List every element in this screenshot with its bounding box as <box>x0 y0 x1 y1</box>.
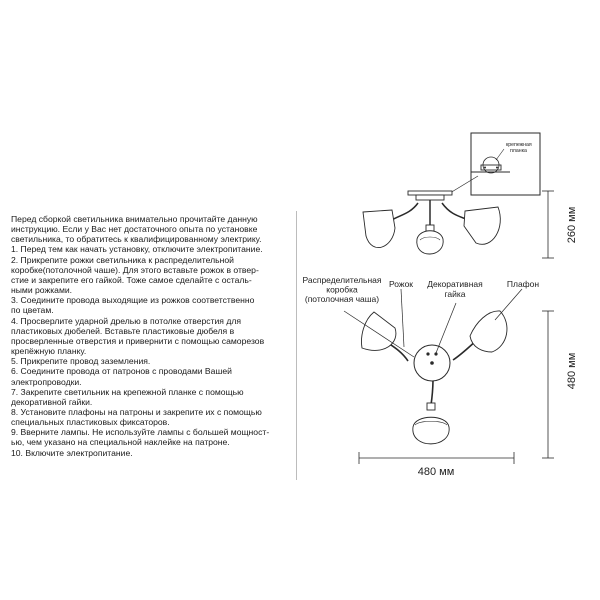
instruction-line: по цветам. <box>11 305 54 316</box>
side-shade-left <box>363 210 395 248</box>
front-shade-left <box>362 312 396 350</box>
instruction-line: Перед сборкой светильника внимательно прочитайте данную <box>11 214 258 224</box>
instruction-line: 8. Установите плафоны на патроны и закрепите их с помощью <box>11 406 262 417</box>
mounting-bracket-inset <box>471 133 540 195</box>
inset-label-line2: планка <box>510 148 527 154</box>
leader-shade <box>495 289 522 320</box>
instruction-line: крепёжную планку. <box>11 346 87 357</box>
front-canopy-center <box>430 361 434 365</box>
instruction-line: ью, чем указано на специальной наклейке на патроне. <box>11 437 230 448</box>
front-socket-bottom <box>427 403 435 410</box>
side-arm-left <box>392 203 418 220</box>
instruction-line: 3. Соедините провода выходящие из рожков соответственно <box>11 295 255 306</box>
front-arm-bottom <box>431 379 433 405</box>
side-arm-right <box>442 203 466 219</box>
front-height-dimension <box>542 311 578 458</box>
label-box-line1: Распределительная <box>302 275 382 285</box>
instruction-line: коробке(потолочной чаше). Для этого вставьте рожок в отвер- <box>11 264 259 275</box>
side-socket-center <box>426 225 434 231</box>
leader-arm <box>401 289 404 347</box>
instruction-line: электропроводки. <box>11 376 82 387</box>
callout-labels <box>302 275 539 304</box>
instruction-line: просверленные отверстия и привернити с помощью саморезов <box>11 335 265 346</box>
instruction-line: инструкцию. Если у Вас нет достаточного опыта по установке <box>11 224 258 235</box>
chandelier-front-view <box>362 311 507 444</box>
front-height-label: 480 мм <box>566 352 578 390</box>
label-nut-line2: гайка <box>444 289 466 299</box>
instruction-line: 9. Вверните лампы. Не используйте лампы с большей мощност- <box>11 427 270 438</box>
label-box-line2: коробка <box>326 284 358 295</box>
instruction-line: 1. Перед тем как начать установку, отключите электропитание. <box>11 244 263 255</box>
instruction-line: 6. Соедините провода от патронов с проводами Вашей <box>11 366 232 377</box>
front-width-label: 480 мм <box>417 466 455 478</box>
instruction-line: 2. Прикрепите рожки светильника к распределительной <box>11 254 234 265</box>
side-canopy-cup <box>416 195 444 200</box>
instruction-line: декоративной гайки. <box>11 396 93 407</box>
instruction-line: 5. Прикрепите провод заземления. <box>11 356 151 367</box>
instruction-line: 4. Просверлите ударной дрелью в потолке отверстия для <box>11 315 242 326</box>
side-shade-right <box>464 207 500 244</box>
front-width-dimension <box>359 452 514 478</box>
label-shade: Плафон <box>506 279 540 289</box>
label-nut-line1: Декоративная <box>427 279 483 289</box>
side-height-dimension <box>542 191 578 258</box>
inset-label-line1: крепежная <box>506 142 532 148</box>
side-height-label: 260 мм <box>566 206 578 244</box>
side-canopy-plate <box>408 191 452 195</box>
leader-nut <box>436 303 456 353</box>
inset-screw-right <box>496 167 498 169</box>
instruction-line: светильника, то обратитесь к квалифицированному электрику. <box>11 234 262 245</box>
label-box-line3: (потолочная чаша) <box>304 294 380 304</box>
instruction-line: стие и закрепите его гайкой. Тоже самое сделайте с осталь- <box>11 274 252 285</box>
front-nut-left <box>426 352 429 355</box>
inset-screw-left <box>484 167 486 169</box>
instruction-line: 10. Включите электропитание. <box>11 447 133 458</box>
instruction-line: 7. Закрепите светильник на крепежной планке с помощью <box>11 386 244 397</box>
front-arm-left <box>388 343 408 361</box>
instruction-line: ными рожками. <box>11 285 73 296</box>
label-arm: Рожок <box>388 279 414 289</box>
instruction-line: пластиковых дюбелей. Вставьте пластиковые дюбеля в <box>11 325 235 336</box>
side-shade-center <box>417 231 443 254</box>
instruction-line: специальных пластиковых фиксаторов. <box>11 417 170 428</box>
front-shade-right <box>470 311 507 352</box>
chandelier-side-view <box>363 191 500 254</box>
